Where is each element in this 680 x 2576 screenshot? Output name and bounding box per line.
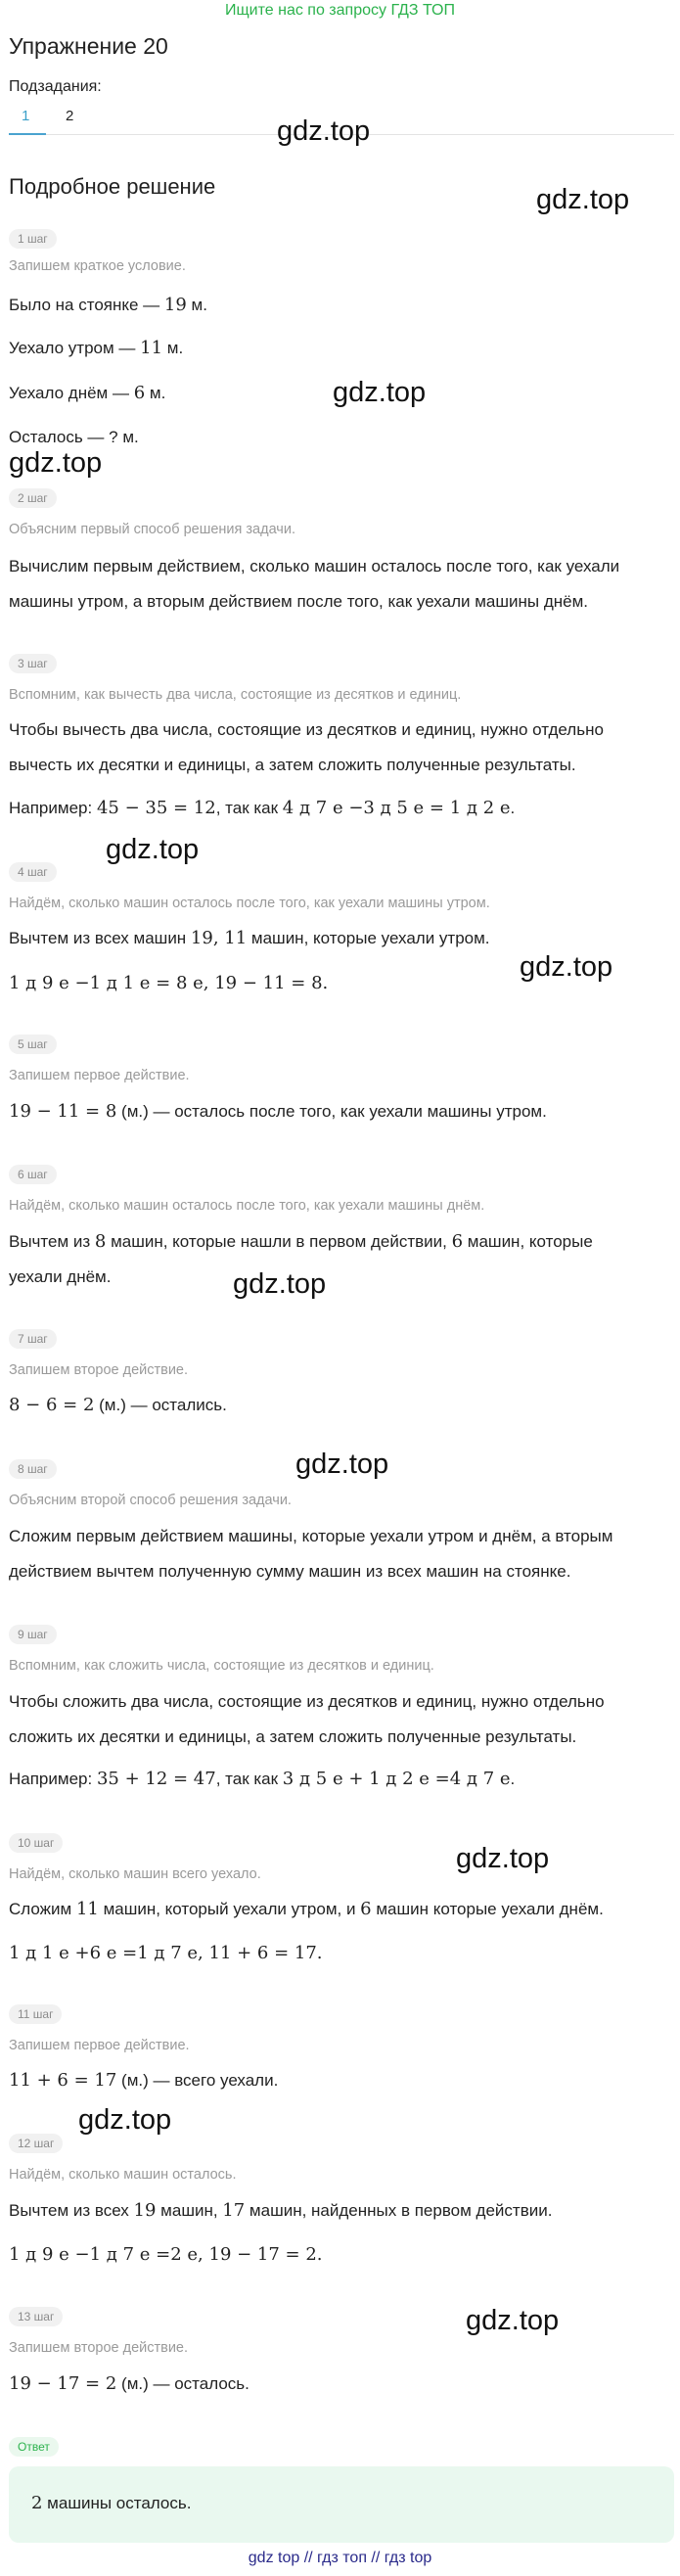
step-text: Чтобы сложить два числа, состоящие из десятков и единиц, нужно отдельно <box>9 1692 605 1711</box>
step-hint: Найдём, сколько машин всего уехало. <box>9 1866 261 1882</box>
step-badge: 12 шаг <box>9 2134 63 2153</box>
text-fragment: , так как <box>215 1770 283 1788</box>
text-fragment: Уехало днём — <box>9 384 134 402</box>
watermark: gdz.top <box>456 1843 550 1874</box>
math-expression: 1 д 1 е +6 е =1 д 7 е, 11 + 6 = 17. <box>9 1943 323 1963</box>
step-text <box>9 1936 674 1971</box>
math-expression: 35 + 12 = 47 <box>96 1769 216 1789</box>
step-badge: 10 шаг <box>9 1833 63 1853</box>
math-expression: 19 <box>133 2200 157 2221</box>
step-badge: 7 шаг <box>9 1329 57 1349</box>
tab-subtask-1[interactable]: 1 <box>22 108 30 124</box>
step-text: вычесть их десятки и единицы, а затем сложить полученные результаты. <box>9 756 576 774</box>
step-badge: 5 шаг <box>9 1035 57 1054</box>
step-badge: 8 шаг <box>9 1459 57 1479</box>
step-hint: Найдём, сколько машин осталось. <box>9 2167 237 2183</box>
step-text <box>9 791 674 826</box>
text-fragment: Было на стоянке — <box>9 296 164 314</box>
step-badge: 6 шаг <box>9 1165 57 1184</box>
step-badge: 1 шаг <box>9 229 57 249</box>
text-fragment: Уехало утром — <box>9 339 141 357</box>
step-hint: Запишем второе действие. <box>9 1362 189 1378</box>
math-expression: 8 <box>94 1231 107 1252</box>
answer-badge: Ответ <box>9 2437 59 2457</box>
answer-text <box>31 2489 191 2518</box>
step-text: сложить их десятки и единицы, а затем сложить полученные результаты. <box>9 1727 577 1746</box>
step-text <box>9 1762 674 1797</box>
watermark: gdz.top <box>277 115 371 147</box>
text-fragment: . <box>510 799 516 817</box>
math-expression: 19 <box>163 295 187 315</box>
watermark: gdz.top <box>78 2104 172 2136</box>
step-text <box>9 2367 674 2402</box>
text-fragment: . <box>510 1770 516 1788</box>
text-fragment: машин, которые уехали утром. <box>247 929 490 947</box>
text-fragment: Вычтем из <box>9 1232 95 1251</box>
step-badge: 2 шаг <box>9 488 57 508</box>
math-expression: 4 д 7 е −3 д 5 е = 1 д 2 е <box>282 798 511 818</box>
math-expression: 1 д 9 е −1 д 1 е = 8 е, 19 − 11 = 8. <box>9 973 329 993</box>
step-badge: 11 шаг <box>9 2004 62 2024</box>
math-expression: 6 <box>360 1899 372 1919</box>
step-text <box>9 2193 674 2229</box>
math-expression: 19 − 17 = 2 <box>9 2373 117 2394</box>
text-fragment: , так как <box>215 799 283 817</box>
text-fragment: (м.) — осталось после того, как уехали машины утром. <box>116 1102 547 1121</box>
step-hint: Найдём, сколько машин осталось после того, как уехали машины утром. <box>9 896 490 911</box>
text-fragment: (м.) — осталось. <box>116 2374 249 2393</box>
math-expression: 11 <box>75 1899 99 1919</box>
step-hint: Вспомним, как вычесть два числа, состоящие из десятков и единиц. <box>9 687 462 703</box>
step-text <box>9 1094 674 1129</box>
step-text <box>9 1388 674 1423</box>
text-fragment: м. <box>162 339 184 357</box>
step-text: Сложим первым действием машины, которые уехали утром и днём, а вторым <box>9 1527 613 1545</box>
step-text <box>9 1224 674 1260</box>
text-fragment: (м.) — всего уехали. <box>116 2071 279 2090</box>
watermark: gdz.top <box>106 834 200 865</box>
text-fragment: Например: <box>9 1770 97 1788</box>
step-hint: Запишем второе действие. <box>9 2340 189 2356</box>
text-fragment: машин, найденных в первом действии. <box>245 2201 553 2220</box>
math-expression: 1 д 9 е −1 д 7 е =2 е, 19 − 17 = 2. <box>9 2244 323 2265</box>
math-expression: 6 <box>133 383 146 403</box>
text-fragment: машин, <box>156 2201 223 2220</box>
math-expression: 11 + 6 = 17 <box>9 2070 117 2091</box>
step-badge: 3 шаг <box>9 654 57 673</box>
search-banner[interactable]: Ищите нас по запросу ГДЗ ТОП <box>225 2 455 19</box>
text-fragment: м. <box>186 296 207 314</box>
text-fragment: Вычтем из всех машин <box>9 929 191 947</box>
page-title: Упражнение 20 <box>9 33 168 59</box>
step-hint: Объясним второй способ решения задачи. <box>9 1493 292 1508</box>
step-hint: Запишем первое действие. <box>9 1068 190 1083</box>
step-text: Осталось — ? м. <box>9 428 139 446</box>
step-text <box>9 921 674 956</box>
math-expression: 17 <box>222 2200 246 2221</box>
step-hint: Запишем первое действие. <box>9 2038 190 2053</box>
step-text: Вычислим первым действием, сколько машин осталось после того, как уехали <box>9 557 620 575</box>
text-fragment: м. <box>145 384 166 402</box>
step-text: Чтобы вычесть два числа, состоящие из десятков и единиц, нужно отдельно <box>9 720 604 739</box>
math-expression: 19 − 11 = 8 <box>9 1101 117 1122</box>
step-hint: Объясним первый способ решения задачи. <box>9 522 295 537</box>
step-badge: 4 шаг <box>9 862 57 882</box>
math-expression: 3 д 5 е + 1 д 2 е =4 д 7 е <box>282 1769 511 1789</box>
solution-heading: Подробное решение <box>9 174 216 199</box>
step-text: машины утром, а вторым действием после того, как уехали машины днём. <box>9 592 588 611</box>
step-text <box>9 2063 674 2098</box>
step-badge: 13 шаг <box>9 2307 63 2326</box>
subtasks-label: Подзадания: <box>9 78 102 95</box>
math-expression: 19, 11 <box>190 928 248 948</box>
math-expression: 45 − 35 = 12 <box>96 798 216 818</box>
math-expression: 2 <box>31 2493 43 2513</box>
text-fragment: машины осталось. <box>42 2494 192 2512</box>
watermark: gdz.top <box>536 184 630 215</box>
watermark: gdz.top <box>9 447 103 479</box>
math-expression: 6 <box>451 1231 464 1252</box>
step-text: действием вычтем полученную сумму машин из всех машин на стоянке. <box>9 1562 571 1581</box>
step-hint: Вспомним, как сложить числа, состоящие из десятков и единиц. <box>9 1658 434 1674</box>
step-hint: Найдём, сколько машин осталось после того, как уехали машины днём. <box>9 1198 485 1214</box>
text-fragment: Сложим <box>9 1900 76 1918</box>
footer-links[interactable]: gdz top // гдз топ // гдз top <box>248 2550 432 2566</box>
text-fragment: машин которые уехали днём. <box>371 1900 604 1918</box>
text-fragment: Например: <box>9 799 97 817</box>
text-fragment: Вычтем из всех <box>9 2201 134 2220</box>
tab-subtask-2[interactable]: 2 <box>66 108 74 124</box>
step-text <box>9 288 674 323</box>
text-fragment: (м.) — остались. <box>94 1396 227 1414</box>
watermark: gdz.top <box>466 2305 560 2336</box>
math-expression: 8 − 6 = 2 <box>9 1395 95 1415</box>
step-hint: Запишем краткое условие. <box>9 258 186 274</box>
active-tab-indicator <box>9 133 46 135</box>
step-text <box>9 966 674 1001</box>
step-text <box>9 1892 674 1927</box>
text-fragment: машин, который уехали утром, и <box>98 1900 361 1918</box>
math-expression: 11 <box>140 338 163 358</box>
watermark: gdz.top <box>333 377 427 408</box>
text-fragment: машин, которые нашли в первом действии, <box>106 1232 452 1251</box>
step-text <box>9 2237 674 2273</box>
step-text: уехали днём. <box>9 1267 112 1286</box>
step-text <box>9 376 674 411</box>
text-fragment: машин, которые <box>463 1232 593 1251</box>
watermark: gdz.top <box>520 951 613 983</box>
step-text <box>9 331 674 366</box>
step-badge: 9 шаг <box>9 1625 57 1644</box>
watermark: gdz.top <box>295 1449 389 1480</box>
watermark: gdz.top <box>233 1268 327 1300</box>
